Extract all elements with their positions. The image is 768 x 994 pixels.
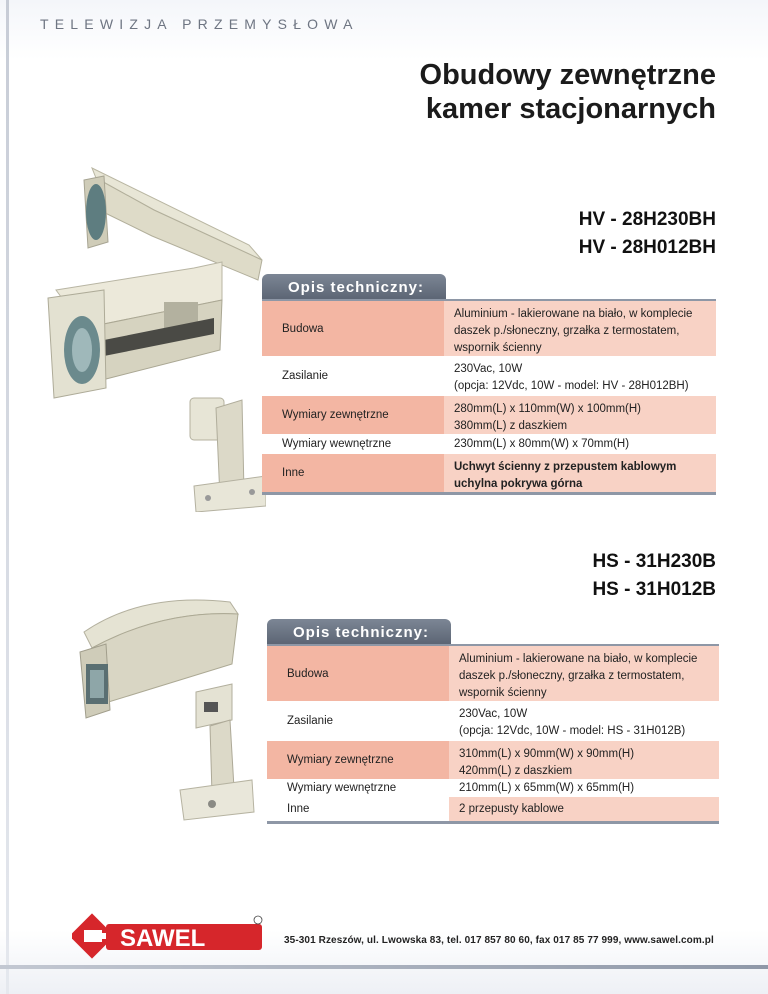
- spec-row-wymiary-wewnetrzne: [262, 434, 716, 454]
- spec-label: Wymiary wewnętrzne: [282, 438, 392, 450]
- spec-value: 310mm(L) x 90mm(W) x 90mm(H) 420mm(L) z daszkiem: [449, 741, 719, 779]
- spec-value: 230mm(L) x 80mm(W) x 70mm(H): [454, 438, 630, 450]
- footer-rule: [0, 965, 768, 969]
- spec-value: 210mm(L) x 65mm(W) x 65mm(H): [459, 782, 635, 794]
- spec-label: Zasilanie: [287, 715, 334, 727]
- model-code-hs-2: HS - 31H012B: [592, 579, 716, 600]
- spec-label: Wymiary zewnętrzne: [287, 754, 394, 766]
- spec-row-zasilanie: [262, 356, 716, 396]
- page-title-line-1: Obudowy zewnętrzne: [419, 59, 716, 91]
- spec-row-budowa: [267, 646, 719, 701]
- model-code-hv-2: HV - 28H012BH: [578, 237, 716, 258]
- spec-row-budowa: [262, 301, 716, 356]
- spec-table-hv: [262, 299, 716, 495]
- model-code-hv-1: HV - 28H230BH: [578, 209, 716, 230]
- spec-label: Budowa: [282, 322, 324, 335]
- sawel-logo: [72, 910, 268, 964]
- spec-section-tab-hv: Opis techniczny:: [262, 274, 446, 300]
- page-title: [296, 58, 716, 126]
- model-title-hv: [579, 206, 716, 262]
- spec-label: Inne: [282, 467, 305, 479]
- spec-row-wymiary-wewnetrzne: [267, 779, 719, 797]
- spec-row-wymiary-zewnetrzne: [262, 396, 716, 434]
- spec-label: Wymiary zewnętrzne: [282, 409, 389, 421]
- spec-value: Uchwyt ścienny z przepustem kablowym uchylna pokrywa górna: [444, 454, 716, 492]
- spec-value: 230Vac, 10W (opcja: 12Vdc, 10W - model: HV - 28H012BH): [454, 363, 689, 392]
- model-title-hs: [592, 548, 716, 604]
- housing-hv-image: [44, 150, 266, 512]
- housing-hs-image: [62, 592, 262, 822]
- page-title-line-2: kamer stacjonarnych: [425, 93, 716, 125]
- spec-label: Wymiary wewnętrzne: [287, 782, 397, 794]
- spec-row-zasilanie: [267, 701, 719, 741]
- spec-row-wymiary-zewnetrzne: [267, 741, 719, 779]
- spec-value: 2 przepusty kablowe: [449, 797, 719, 821]
- left-border-rule: [6, 0, 9, 994]
- spec-value: Aluminium - lakierowane na biało, w komplecie daszek p./słoneczny, grzałka z termostatem, wspornik ścienny: [444, 301, 716, 356]
- footer-contact: 35-301 Rzeszów, ul. Lwowska 83, tel. 017 857 80 60, fax 017 85 77 999, www.sawel.com.pl: [284, 935, 714, 946]
- spec-label: Budowa: [287, 667, 329, 680]
- spec-label: Zasilanie: [282, 370, 329, 382]
- spec-value: 230Vac, 10W (opcja: 12Vdc, 10W - model: HS - 31H012B): [459, 708, 686, 737]
- spec-value: Aluminium - lakierowane na biało, w komplecie daszek p./słoneczny, grzałka z termostatem, wspornik ścienny: [449, 646, 719, 701]
- logo-wordmark: SAWEL: [120, 925, 206, 952]
- spec-label: Inne: [267, 797, 449, 821]
- spec-row-inne: [267, 797, 719, 821]
- header-category: TELEWIZJA PRZEMYSŁOWA: [40, 16, 359, 32]
- model-code-hs-1: HS - 31H230B: [592, 551, 716, 572]
- spec-value: 280mm(L) x 110mm(W) x 100mm(H) 380mm(L) z daszkiem: [444, 396, 716, 434]
- spec-table-hs: [267, 644, 719, 824]
- spec-section-tab-hs: Opis techniczny:: [267, 619, 451, 645]
- spec-row-inne: [262, 454, 716, 492]
